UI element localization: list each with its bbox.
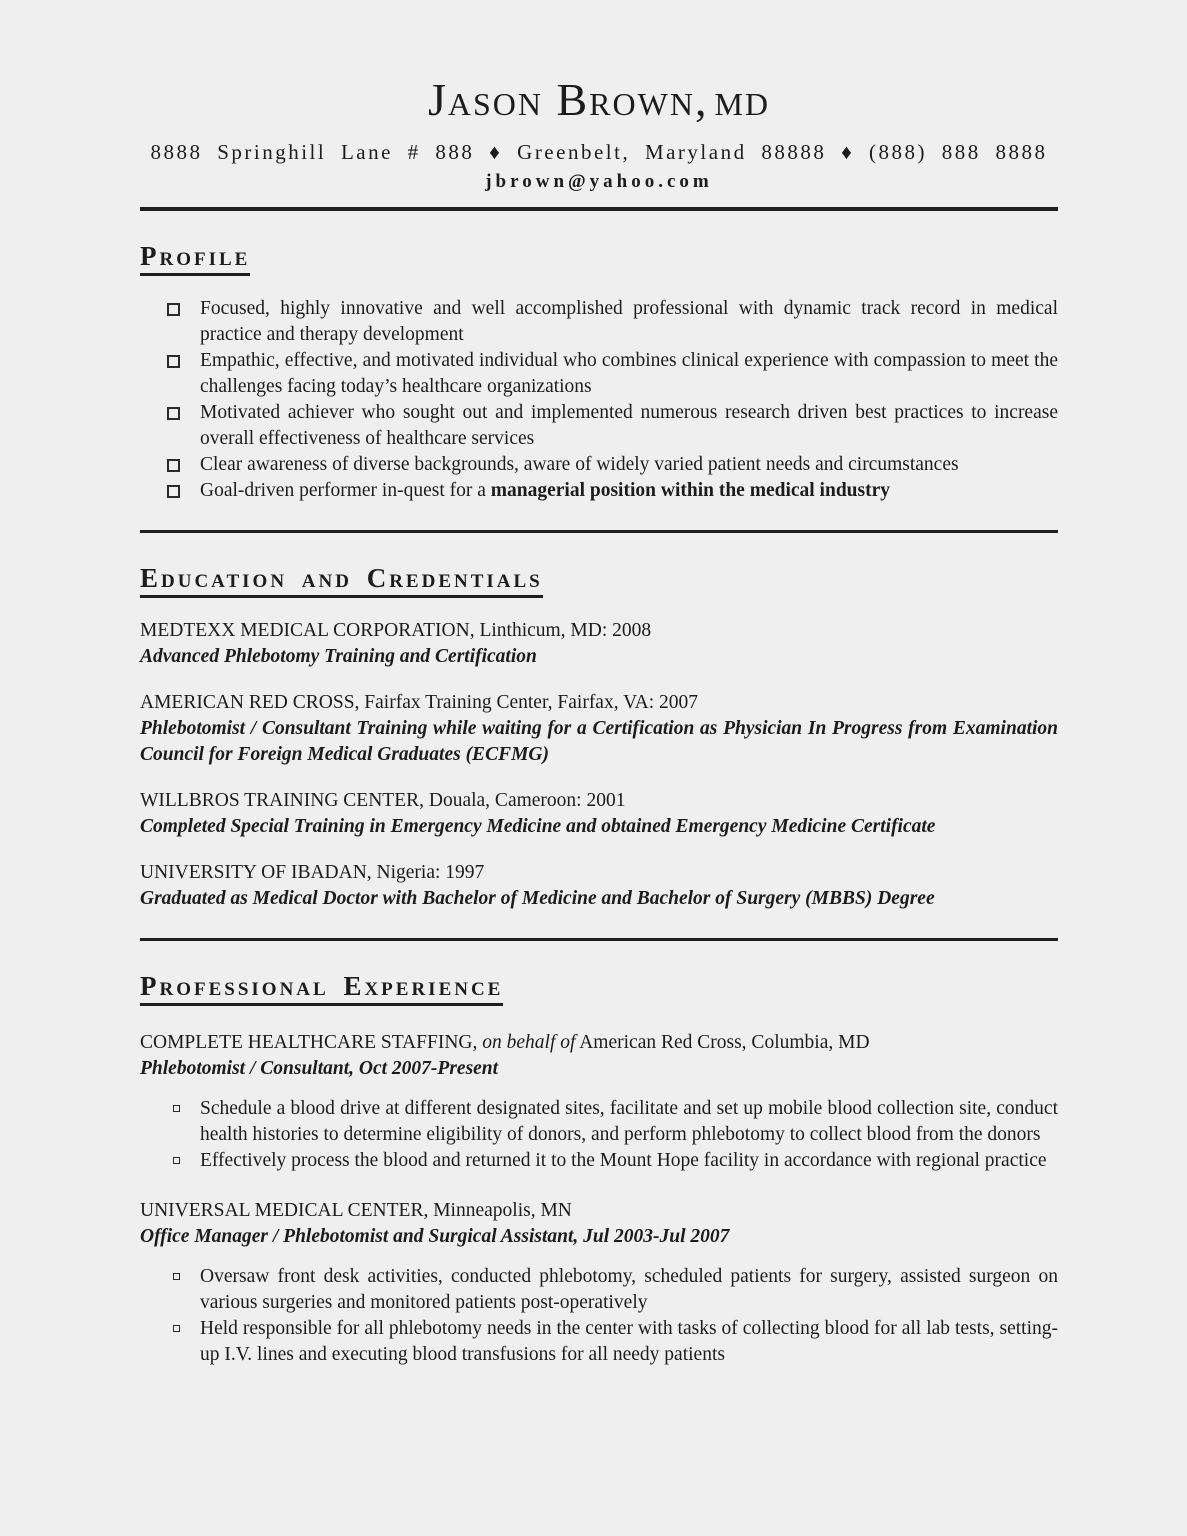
education-credential: Completed Special Training in Emergency Medicine and obtained Emergency Medicine Certificate <box>140 815 936 837</box>
email-text: jbrown@yahoo.com <box>485 170 713 192</box>
profile-bullet: Focused, highly innovative and well accomplished professional with dynamic track record in medical practice and therapy development <box>140 296 1058 348</box>
profile-bullet: Motivated achiever who sought out and implemented numerous research driven best practices to increase overall effectiveness of healthcare services <box>140 400 1058 452</box>
job-bullet: Oversaw front desk activities, conducted phlebotomy, scheduled patients for surgery, assisted surgeon on various surgeries and monitored patients post-operatively <box>140 1264 1058 1316</box>
job-bullet: Held responsible for all phlebotomy needs in the center with tasks of collecting blood for all lab tests, setting-up I.V. lines and executing blood transfusions for all needy patients <box>140 1316 1058 1368</box>
square-bullet-icon <box>167 303 180 316</box>
education-org: MEDTEXX MEDICAL CORPORATION, Linthicum, MD: 2008 <box>140 619 652 641</box>
square-bullet-icon <box>167 485 180 498</box>
education-entry <box>140 618 1058 670</box>
profile-bullet: Goal-driven performer in-quest for a managerial position within the medical industry <box>140 478 1058 504</box>
resume-content <box>140 0 1058 1368</box>
experience-heading: Professional Experience <box>140 971 1058 1006</box>
profile-bullet-list <box>140 296 1058 504</box>
job-entry <box>140 1198 1058 1368</box>
job-company: COMPLETE HEALTHCARE STAFFING, on behalf of American Red Cross, Columbia, MD <box>140 1031 870 1053</box>
contact-line: 8888 Springhill Lane # 888 ♦ Greenbelt, Maryland 88888 ♦ (888) 888 8888 <box>150 139 1048 164</box>
section-profile <box>140 241 1058 533</box>
square-bullet-icon <box>167 459 180 472</box>
resume-header <box>140 74 1058 211</box>
education-credential: Advanced Phlebotomy Training and Certification <box>140 645 537 667</box>
section-education <box>140 563 1058 941</box>
square-bullet-icon <box>167 407 180 420</box>
profile-bullet: Empathic, effective, and motivated individual who combines clinical experience with compassion to meet the challenges facing today’s healthcare organizations <box>140 348 1058 400</box>
profile-bullet: Clear awareness of diverse backgrounds, aware of widely varied patient needs and circumstances <box>140 452 1058 478</box>
job-company-italic: on behalf of <box>482 1031 576 1053</box>
header-divider <box>140 207 1058 211</box>
education-entry <box>140 788 1058 840</box>
education-org: WILLBROS TRAINING CENTER, Douala, Cameroon: 2001 <box>140 789 626 811</box>
square-bullet-icon <box>173 1157 180 1164</box>
profile-heading: Profile <box>140 241 1058 276</box>
square-bullet-icon <box>173 1273 180 1280</box>
job-company: UNIVERSAL MEDICAL CENTER, Minneapolis, MN <box>140 1199 572 1221</box>
job-bullet: Schedule a blood drive at different designated sites, facilitate and set up mobile blood collection site, conduct health histories to determine eligibility of donors, and perform phlebotomy to collect blood from the donors <box>140 1096 1058 1148</box>
education-entry <box>140 690 1058 768</box>
section-divider <box>140 530 1058 533</box>
candidate-name-suffix: md <box>714 74 771 125</box>
square-bullet-icon <box>167 355 180 368</box>
job-bullet-list <box>140 1096 1058 1174</box>
square-bullet-icon <box>173 1105 180 1112</box>
job-bullet-list <box>140 1264 1058 1368</box>
education-org: UNIVERSITY OF IBADAN, Nigeria: 1997 <box>140 861 485 883</box>
job-bullet: Effectively process the blood and returned it to the Mount Hope facility in accordance with regional practice <box>140 1148 1058 1174</box>
education-credential: Phlebotomist / Consultant Training while waiting for a Certification as Physician In Progress from Examination Council for Foreign Medical Graduates (ECFMG) <box>140 717 1058 765</box>
education-org: AMERICAN RED CROSS, Fairfax Training Center, Fairfax, VA: 2007 <box>140 691 699 713</box>
candidate-name-main: Jason Brown, <box>427 74 709 125</box>
job-entry <box>140 1030 1058 1174</box>
square-bullet-icon <box>173 1325 180 1332</box>
job-title: Office Manager / Phlebotomist and Surgical Assistant, Jul 2003-Jul 2007 <box>140 1225 730 1247</box>
education-heading: Education and Credentials <box>140 563 1058 598</box>
section-experience <box>140 971 1058 1368</box>
education-entry <box>140 860 1058 912</box>
education-credential: Graduated as Medical Doctor with Bachelor of Medicine and Bachelor of Surgery (MBBS) Degree <box>140 887 935 909</box>
candidate-name <box>140 74 1058 126</box>
job-title: Phlebotomist / Consultant, Oct 2007-Present <box>140 1057 499 1079</box>
section-divider <box>140 938 1058 941</box>
